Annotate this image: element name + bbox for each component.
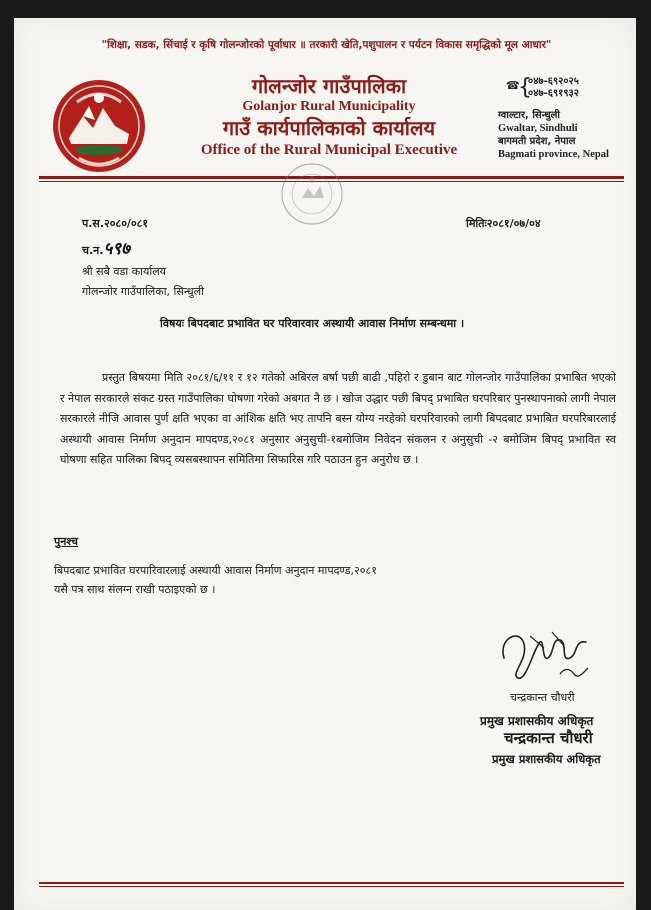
phone-number-1: ०४७-६९२०२५ bbox=[528, 76, 579, 87]
letter-body: प्रस्तुत बिषयमा मिति २०८१/६/११ र १२ गतेको अबिरल बर्षा पछी बाढी ,पहिरो र डुबान बाट गोलन्जोर गाउँपालिका प्रभाबित भएको र नेपाल सरकारले संकट ग्रस्त गाउँपालिका घोषणा गरेको अबगत नै छ । खोज उद्धार पछी बिपद् प्रभाबित घरपरिबार पुनस्थापनाको लागी नेपाल सरकारले नीजि आवास पुर्ण क्षति भएका वा आंशिक क्षति भए तापनि बस्न योग्य नरहेको घरपरिवारको लागी बिपदबाट प्रभाबित घरपरिबारलाई अस्थायी आवास निर्माण अनुदान मापदण्ड,२०८१ अनुसार अनुसुची-१बमोजिम निवेदन संकलन र अनुसुची -२ बमोजिम बिपद् प्रभावित स्व घोषणा सहित पालिका बिपद् व्यसबस्थापन समितिमा सिफारिस गरि पठाउन हुन अनुरोध छ । bbox=[60, 371, 616, 466]
province-np: बागमती प्रदेश, नेपाल bbox=[498, 136, 576, 147]
dispatch-number-line bbox=[82, 236, 130, 259]
municipality-name-np: गोलन्जोर गाउँपालिका bbox=[251, 74, 407, 98]
enclosure-line-2: यसै पत्र साथ संलग्न राखी पठाइएको छ । bbox=[54, 583, 216, 596]
address-np: ग्वाल्टार, सिन्धुली bbox=[498, 110, 560, 121]
handwritten-signature bbox=[490, 618, 600, 690]
recipient-line-1: श्री सबै वडा कार्यालय bbox=[82, 265, 167, 278]
signer-post-typed: प्रमुख प्रशासकीय अधिकृत bbox=[480, 714, 594, 728]
dispatch-number-handwritten: ५९७ bbox=[103, 239, 130, 259]
brace-icon: { bbox=[518, 75, 532, 100]
letterhead-title-block bbox=[164, 74, 494, 160]
footer-divider-thin bbox=[39, 886, 624, 887]
province-en: Bagmati province, Nepal bbox=[498, 149, 609, 160]
footer-divider-thick bbox=[39, 882, 624, 884]
signer-name-stamp: चन्द्रकान्त चौधरी bbox=[504, 729, 593, 747]
nepal-emblem-icon bbox=[49, 76, 149, 176]
phone-number-2: ०४७-६९१९३२ bbox=[528, 88, 579, 99]
office-name-np: गाउँ कार्यपालिकाको कार्यालय bbox=[222, 116, 436, 140]
recipient-line-2: गोलन्जोर गाउँपालिका, सिन्धुली bbox=[82, 285, 204, 298]
reference-number: प.स.२०८०/०८१ bbox=[82, 217, 149, 230]
enclosure-line-1: बिपदबाट प्रभावित घरपारिवारलाई अस्थायी आवास निर्माण अनुदान मापदण्ड,२०८१ bbox=[54, 564, 377, 577]
enclosure-heading: पुनश्च bbox=[54, 535, 79, 548]
office-seal-stamp bbox=[276, 158, 348, 230]
address-block bbox=[498, 109, 628, 161]
signer-name-typed: चन्द्रकान्त चौधरी bbox=[510, 691, 575, 704]
letter-page bbox=[14, 18, 636, 910]
letter-date: मितिः२०८१/०७/०४ bbox=[466, 217, 541, 230]
municipality-motto: "शिक्षा, सडक, सिंचाई र कृषि गोलन्जोरको पूर्वाधार ॥ तरकारी खेति,पशुपालन र पर्यटन विकास समृद्धिको मूल आधार" bbox=[101, 39, 552, 51]
signer-post-stamp: प्रमुख प्रशासकीय अधिकृत bbox=[492, 752, 601, 766]
letter-subject: विषयः बिपदबाट प्रभावित घर परिवारवार अस्थायी आवास निर्माण सम्बन्धमा । bbox=[160, 317, 465, 330]
dispatch-label: च.न. bbox=[82, 244, 104, 257]
office-name-en: Office of the Rural Municipal Executive bbox=[200, 142, 458, 158]
municipality-name-en: Golanjor Rural Municipality bbox=[242, 99, 416, 114]
telephone-icon: ☎ bbox=[506, 79, 520, 92]
address-en: Gwaltar, Sindhuli bbox=[498, 123, 578, 134]
